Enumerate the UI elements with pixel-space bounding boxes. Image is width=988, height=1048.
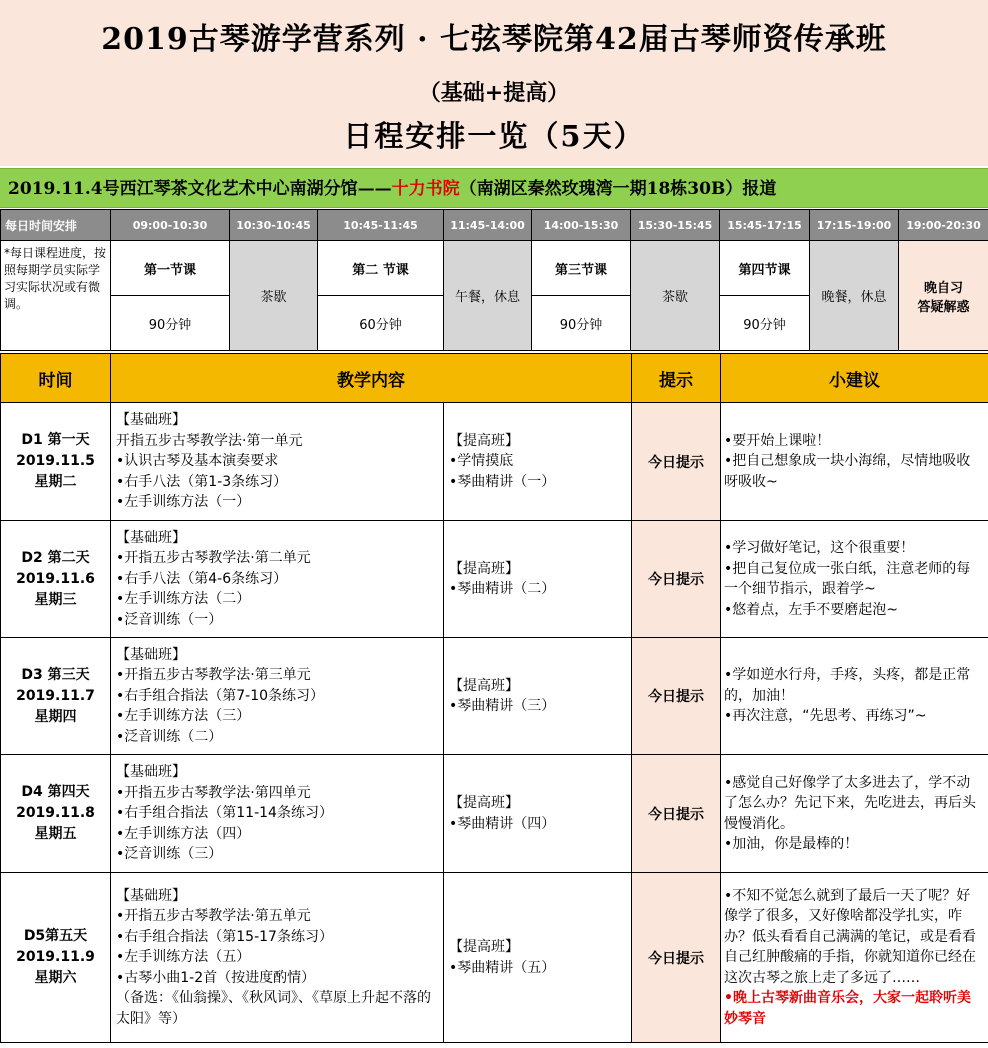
day-label-line: D4 第四天 [21,784,90,800]
advice-content [721,521,988,638]
advice-content [721,755,988,873]
time-slot: 14:00-15:30 [532,210,631,241]
advanced-class-content-line: •琴曲精讲（二） [449,581,556,597]
time-slot: 10:45-11:45 [318,210,444,241]
day-label-line: 2019.11.8 [16,805,95,821]
advanced-class-content-line: 【提高班】 [449,677,519,694]
evening-line: 答疑解惑 [917,299,970,315]
time-slot: 17:15-19:00 [810,210,899,241]
daily-hint: 今日提示 [632,403,721,521]
table-row [1,521,988,638]
basic-class-content-line: •开指五步古琴教学法·第二单元 [116,550,311,567]
basic-class-content-line: 【基础班】 [116,764,186,781]
advice-content-line: •不知不觉怎么就到了最后一天了呢？好像学了很多，又好像啥都没学扎实，咋办？低头看看自己满满的笔记，或是看看自己红肿酸痛的手指，你就知道你已经在这次古琴之旅上走了多远了…… [724,887,976,986]
basic-class-content-line: •左手训练方法（四） [116,825,251,842]
page-heading: 日程安排一览（5天） [343,119,645,153]
advice-content-line: •把自己复位成一张白纸，注意老师的每一个细节指示，跟着学~ [724,560,971,597]
table-row [1,403,988,521]
basic-class-content-line: 开指五步古琴教学法·第一单元 [116,432,303,449]
daily-hint: 今日提示 [632,638,721,755]
time-slot: 15:30-15:45 [631,210,720,241]
day-label [1,403,111,521]
basic-class-content-line: •左手训练方法（三） [116,708,251,725]
time-slot: 15:45-17:15 [720,210,810,241]
advice-content-line: •把自己想象成一块小海绵，尽情地吸收呀吸收~ [724,453,971,490]
tea-break-1: 茶歇 [230,241,318,351]
advice-content-line: •要开始上课啦！ [724,432,831,449]
lesson-4: 第四节课 [720,241,810,296]
basic-class-content [111,755,444,873]
basic-class-content-line: •右手八法（第4-6条练习） [116,570,288,587]
dinner-break: 晚餐，休息 [810,241,899,351]
day-label-line: D3 第三天 [21,666,90,683]
basic-class-content-line: 【基础班】 [116,412,186,429]
day-label-line: 星期六 [34,970,77,986]
table-row [1,638,988,755]
evening-line: 晚自习 [923,280,963,296]
day-label-line: 2019.11.9 [16,949,95,965]
days-body [1,403,988,1043]
day-label [1,873,111,1043]
basic-class-content-line: •认识古琴及基本演奏要求 [116,453,279,470]
table-row [1,755,988,873]
daily-hint: 今日提示 [632,873,721,1043]
advice-content [721,638,988,755]
basic-class-content [111,521,444,638]
evening-study [899,241,988,351]
day-label-line: 星期四 [34,708,77,725]
tea-break-2: 茶歇 [631,241,720,351]
day-label-line: D1 第一天 [21,432,90,448]
lesson-1: 第一节课 [111,241,230,296]
lesson-4-duration: 90分钟 [720,296,810,351]
column-header-advice: 小建议 [721,354,988,403]
page-title: 2019古琴游学营系列 · 七弦琴院第42届古琴师资传承班 [101,22,887,57]
advanced-class-content [444,873,632,1043]
advice-content-line: •感觉自己好像学了太多进去了，学不动了怎么办？先记下来，先吃进去，再后头慢慢消化。 [724,774,976,832]
basic-class-content-line: •左手训练方法（一） [116,494,251,511]
day-label-line: D2 第二天 [21,549,90,566]
advanced-class-content-line: •琴曲精讲（四） [449,815,556,832]
advice-content-line: •学习做好笔记，这个很重要！ [724,540,915,556]
concert-announcement: •晚上古琴新曲音乐会，大家一起聆听美妙琴音 [724,990,971,1027]
basic-class-content-line: •泛音训练（二） [116,728,223,745]
day-label-line: 2019.11.6 [16,570,95,587]
basic-class-content-line: 【基础班】 [116,529,186,546]
daily-hint: 今日提示 [632,755,721,873]
lesson-2-duration: 60分钟 [318,296,444,351]
column-header-content: 教学内容 [111,354,632,403]
day-label-line: 星期二 [34,474,77,490]
lesson-3-duration: 90分钟 [532,296,631,351]
registration-prefix: 2019.11.4号西江琴茶文化艺术中心南湖分馆—— [8,179,392,199]
advanced-class-content [444,755,632,873]
day-label-line: 2019.11.5 [16,453,95,469]
lesson-3: 第三节课 [532,241,631,296]
advanced-class-content-line: 【提高班】 [449,795,519,811]
advanced-class-content-line: •学情摸底 [449,453,514,470]
basic-class-content-line: •右手组合指法（第15-17条练习） [116,928,333,945]
day-label-line: 2019.11.7 [16,687,95,704]
advanced-class-content [444,638,632,755]
advanced-class-content [444,403,632,521]
advice-content-line: •加油，你是最棒的！ [724,836,859,852]
basic-class-content [111,403,444,521]
advanced-class-content-line: 【提高班】 [449,939,519,955]
time-slot: 09:00-10:30 [111,210,230,241]
advanced-class-content [444,521,632,638]
day-label-line: 星期五 [34,826,77,842]
day-label [1,638,111,755]
schedule-label: 每日时间安排 [1,210,111,241]
registration-venue: 十力书院 [391,179,460,199]
advice-content-line: •学如逆水行舟，手疼，头疼，都是正常的，加油！ [724,667,971,704]
basic-class-content [111,873,444,1043]
basic-class-content-line: •开指五步古琴教学法·第三单元 [116,667,311,684]
page-subtitle: （基础+提高） [418,80,570,106]
registration-bar [0,168,988,208]
basic-class-content-line: •右手组合指法（第11-14条练习） [116,805,333,822]
advanced-class-content-line: 【提高班】 [449,560,519,577]
basic-class-content-line: （备选：《仙翁操》、《秋风词》、《草原上升起不落的太阳》等） [116,990,431,1027]
schedule-note: *每日课程进度，按照每期学员实际学习实际状况或有微调。 [1,241,111,351]
lesson-2: 第二 节课 [318,241,444,296]
advice-content-line: •再次注意，“先思考、再练习”~ [724,708,927,725]
day-label [1,755,111,873]
column-header-time: 时间 [1,354,111,403]
basic-class-content-line: •开指五步古琴教学法·第四单元 [116,784,311,801]
curriculum-table [0,353,988,1043]
basic-class-content-line: •古琴小曲1-2首（按进度酌情） [116,969,316,986]
basic-class-content-line: •开指五步古琴教学法·第五单元 [116,908,311,925]
time-slot: 11:45-14:00 [444,210,532,241]
time-slot: 19:00-20:30 [899,210,988,241]
basic-class-content-line: •右手组合指法（第7-10条练习） [116,687,325,704]
advice-content [721,873,988,1043]
lunch-break: 午餐，休息 [444,241,532,351]
basic-class-content-line: 【基础班】 [116,887,186,904]
advanced-class-content-line: •琴曲精讲（五） [449,959,556,976]
advice-content-line: •悠着点，左手不要磨起泡~ [724,601,898,618]
advanced-class-content-line: •琴曲精讲（三） [449,698,556,714]
basic-class-content-line: 【基础班】 [116,646,186,663]
advice-content [721,403,988,521]
basic-class-content-line: •左手训练方法（五） [116,949,251,966]
lesson-1-duration: 90分钟 [111,296,230,351]
advanced-class-content-line: •琴曲精讲（一） [449,473,556,490]
table-row [1,873,988,1043]
basic-class-content-line: •右手八法（第1-3条练习） [116,473,288,490]
registration-suffix: （南湖区秦然玫瑰湾一期18栋30B）报道 [459,179,777,199]
basic-class-content-line: •左手训练方法（二） [116,591,251,608]
basic-class-content-line: •泛音训练（三） [116,846,223,863]
advanced-class-content-line: 【提高班】 [449,432,519,449]
daily-schedule-table [0,209,988,351]
day-label-line: 星期三 [34,591,77,608]
time-slot: 10:30-10:45 [230,210,318,241]
basic-class-content [111,638,444,755]
basic-class-content-line: •泛音训练（一） [116,611,223,628]
day-label [1,521,111,638]
column-header-hint: 提示 [632,354,721,403]
header [0,0,988,166]
day-label-line: D5第五天 [23,928,88,944]
daily-hint: 今日提示 [632,521,721,638]
